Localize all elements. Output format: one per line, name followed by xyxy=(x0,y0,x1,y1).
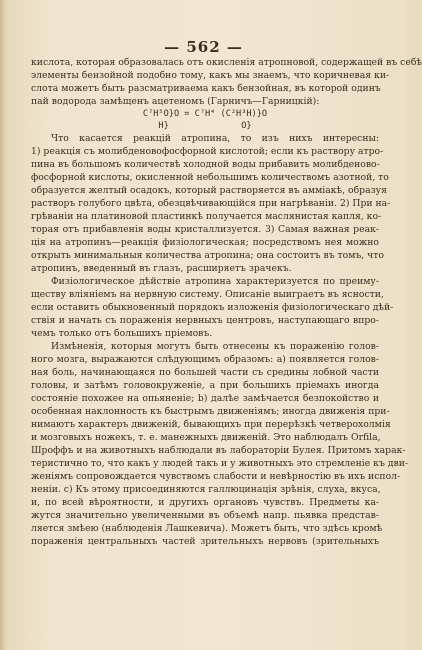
text-line: фосфорной кислоты, окисленной небольшимъ количествомъ азотной, то xyxy=(31,172,389,183)
text-line: пина въ большомъ количествѣ холодной воды прибавить молибденово- xyxy=(31,159,380,170)
text-line: Физіологическое дѣйствіе атропина характеризуется по преиму- xyxy=(51,276,379,287)
text-line: головы, и затѣмъ головокруженіе, а при большихъ пріемахъ иногда xyxy=(31,380,379,391)
text-line: пораженія центральныхъ частей зрительныхъ нервовъ (зрительныхъ xyxy=(31,536,379,547)
text-line: особенная наклонность къ быстрымъ движеніямъ; иногда движенія при- xyxy=(31,406,390,417)
text-line: грѣваніи на платиновой пластинкѣ получается маслянистая капля, ко- xyxy=(31,211,382,222)
text-line: чемъ только отъ большихъ пріемовъ. xyxy=(31,328,213,339)
text-line: ществу вліяніемъ на нервную систему. Описаніе выиграетъ въ ясности, xyxy=(31,289,384,300)
text-line: образуется желтый осадокъ, который растворяется въ амміакѣ, образуя xyxy=(31,185,387,196)
formula-line: C⁷H⁵O}O = C⁷H⁴ (C²H³H)}O xyxy=(142,109,268,119)
text-line: неніи. с) Къ этому присоединяются галлюцинація зрѣнія, слуха, вкуса, xyxy=(31,484,381,495)
text-line: жутся значительно увеличенными въ объемѣ напр. пьявка представ- xyxy=(31,510,379,521)
text-line: торая отъ прибавленія воды кристаллизуется. 3) Самая важная реак- xyxy=(31,224,379,235)
text-line: атропинъ, введенный въ глазъ, расширяетъ зрачекъ. xyxy=(31,263,292,274)
text-line: ляется змѣею (наблюденія Лашкевича). Можетъ быть, что здѣсь кромѣ xyxy=(31,523,383,534)
text-line: и, по всей вѣроятности, и другихъ органовъ чувствъ. Предметы ка- xyxy=(31,497,379,508)
text-line: если оставить обыкновенный порядокъ изложенія физіологическаго дѣй- xyxy=(31,302,394,313)
text-line: и мозговыхъ ножекъ, т. е. манежныхъ движеній. Это наблюдалъ Orfila, xyxy=(31,432,381,443)
text-line: открыть минимальныя количества атропина; она состоитъ въ томъ, что xyxy=(31,250,384,261)
text-line: теристично то, что какъ у людей такъ и у животныхъ это стремленіе къ дви- xyxy=(31,458,408,469)
text-line: Шроффъ и на животныхъ наблюдали въ лабораторіи Булея. Притомъ харак- xyxy=(31,445,406,456)
text-line: женіямъ сопровождается чувствомъ слабости и невѣрностію въ ихъ испол- xyxy=(31,471,401,482)
page-number: — 562 — xyxy=(164,38,243,56)
text-line: кислота, которая образовалась отъ окисленія атропновой, содержащей въ себѣ xyxy=(31,57,422,68)
text-line: растворъ голубого цвѣта, обезцвѣчивающійся при нагрѣваніи. 2) При на- xyxy=(31,198,391,209)
text-line: 1) реакція съ молибденовофосфорной кислотой; если къ раствору атро- xyxy=(31,146,384,157)
text-line: Измѣненія, которыя могутъ быть отнесены къ пораженію голов- xyxy=(51,341,379,352)
body-text xyxy=(31,56,422,548)
text-line: ного мозга, выражаются слѣдующимъ образомъ: а) появляется голов- xyxy=(31,354,379,365)
text-line: ствія и начать съ пораженія нервныхъ центровъ, наступающаго впро- xyxy=(31,315,379,326)
text-line: Что касается реакцій атропина, то изъ нихъ интересны: xyxy=(51,133,379,144)
text-line: слота можетъ быть разсматриваема какъ бензойная, въ которой одинъ xyxy=(31,83,381,94)
text-line: ція на атропинъ—реакція физіологическая; посредствомъ нея можно xyxy=(31,237,379,248)
formula-line: H} O} xyxy=(158,121,252,131)
text-line: ная боль, начинающаяся по большей части съ средины лобной части xyxy=(31,367,379,378)
page-fold-shadow xyxy=(0,0,6,650)
text-line: состояніе похожее на опьяненіе; b) далѣе замѣчается безпокойство и xyxy=(31,393,379,404)
text-line: пай водорода замѣщенъ ацетеномъ (Гарничъ—Гарницкій): xyxy=(31,96,320,107)
text-line: элементы бензойной подобно тому, какъ мы знаемъ, что коричневая ки- xyxy=(31,70,390,81)
text-line: нимаютъ характеръ движеній, бывающихъ при перерѣзкѣ четверохолмія xyxy=(31,419,391,430)
